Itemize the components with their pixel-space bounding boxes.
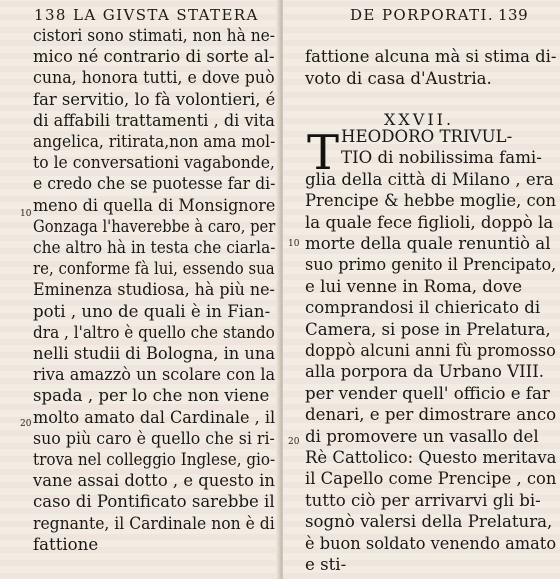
left-text-line: Eminenza studiosa, hà più ne- [33,280,275,300]
left-text-line: poti , uno de quali è in Fian- [33,301,271,321]
right-text-line: e lui venne in Roma, dove [305,276,523,296]
left-text-line: meno di quella di Monsignore [33,195,276,215]
left-text-line: caso di Pontificato sarebbe il [33,492,275,512]
right-line-number-20: 20 [288,437,300,447]
left-text-line: riva amazzò un scolare con la [33,365,276,385]
left-text-line: fattione [33,534,99,554]
right-head-title: DE PORPORATI. [350,6,495,24]
right-running-head [350,6,529,24]
left-text-line: mico né contrario di sorte al- [33,47,275,67]
left-text-line: far servitio, lo fà volontieri, é [33,89,276,109]
left-text-line: e credo che se puotesse far di- [33,174,276,194]
right-text-line: Camera, si pose in Prelatura, [305,319,551,339]
right-text-line: per vender quell' officio e far [305,383,550,403]
right-text-line: Prencipe & hebbe moglie, con [305,191,557,211]
left-text-line: vane assai dotto , e questo in [33,471,275,491]
right-text-line: di promovere un vasallo del [305,426,539,446]
left-head-title: LA GIVSTA STATERA [73,6,259,24]
right-text-line: e sti- [305,555,347,574]
left-text-line: nelli studii di Bologna, in una [33,344,276,363]
right-text-line: comprandosi il chiericato di [305,298,541,318]
right-text-line: HEODORO TRIVUL- [341,127,513,146]
right-top-line-2: voto di casa d'Austria. [305,69,492,88]
left-line-number-20: 20 [20,419,32,429]
left-page [0,0,279,579]
left-text-line: Gonzaga l'haverebbe à caro, per [33,216,276,236]
right-text-line: sognò valersi della Prelatura, [305,512,553,532]
left-text-line: to le conversationi vagabonde, [33,153,275,173]
left-text-line: cuna, honora tutti, e dove può [33,68,275,88]
left-text-line: suo più caro è quello che si ri- [33,428,275,448]
left-text-line: re, conforme fà lui, essendo sua [33,259,275,279]
right-text-line: suo primo genito il Prencipato, [305,255,557,275]
left-line-number-10: 10 [20,209,32,219]
right-page [283,0,560,579]
left-page-number: 138 [34,6,67,24]
right-text-line: il Capello come Prencipe , con [305,469,557,489]
right-text-line: la quale fece figlioli, doppò la [305,212,554,232]
dropcap-letter: T [307,125,340,181]
right-page-number: 139 [498,6,529,24]
left-running-head [34,6,259,24]
right-text-line: doppò alcuni anni fù promosso [305,341,556,360]
left-text-line: dra , l'altro è quello che stando [33,322,275,342]
left-text-line: spada , per lo che non viene [33,386,270,406]
left-text-line: che altro hà in testa che ciarla- [33,238,276,257]
left-text-line: regnante, il Cardinale non è di [33,513,275,533]
right-line-number-10: 10 [288,239,300,249]
right-text-line: è buon soldato venendo amato [305,533,557,553]
left-text-line: cistori sono stimati, non hà ne- [33,26,275,45]
right-text-line: Rè Cattolico: Questo meritava [305,448,557,467]
chapter-heading: XXVII. [384,110,455,129]
left-text-line: molto amato dal Cardinale , il [33,407,276,427]
right-text-line: glia della città di Milano , era [305,169,554,189]
right-text-line: TIO di nobilissima fami- [341,148,542,168]
right-text-line: tutto ciò per arrivarvi gli bi- [305,490,541,510]
right-text-line: alla porpora da Urbano VIII. [305,362,545,382]
left-text-line: trova nel colleggio Inglese, gio- [33,450,276,469]
right-text-line: morte della quale renuntiò al [305,234,551,253]
left-text-line: di affabili trattamenti , di vita [33,110,275,130]
right-top-line-1: fattione alcuna mà si stima di- [305,47,557,66]
right-text-line: denari, e per dimostrare anco [305,405,557,425]
left-text-line: angelica, ritirata,non ama mol- [33,132,276,151]
